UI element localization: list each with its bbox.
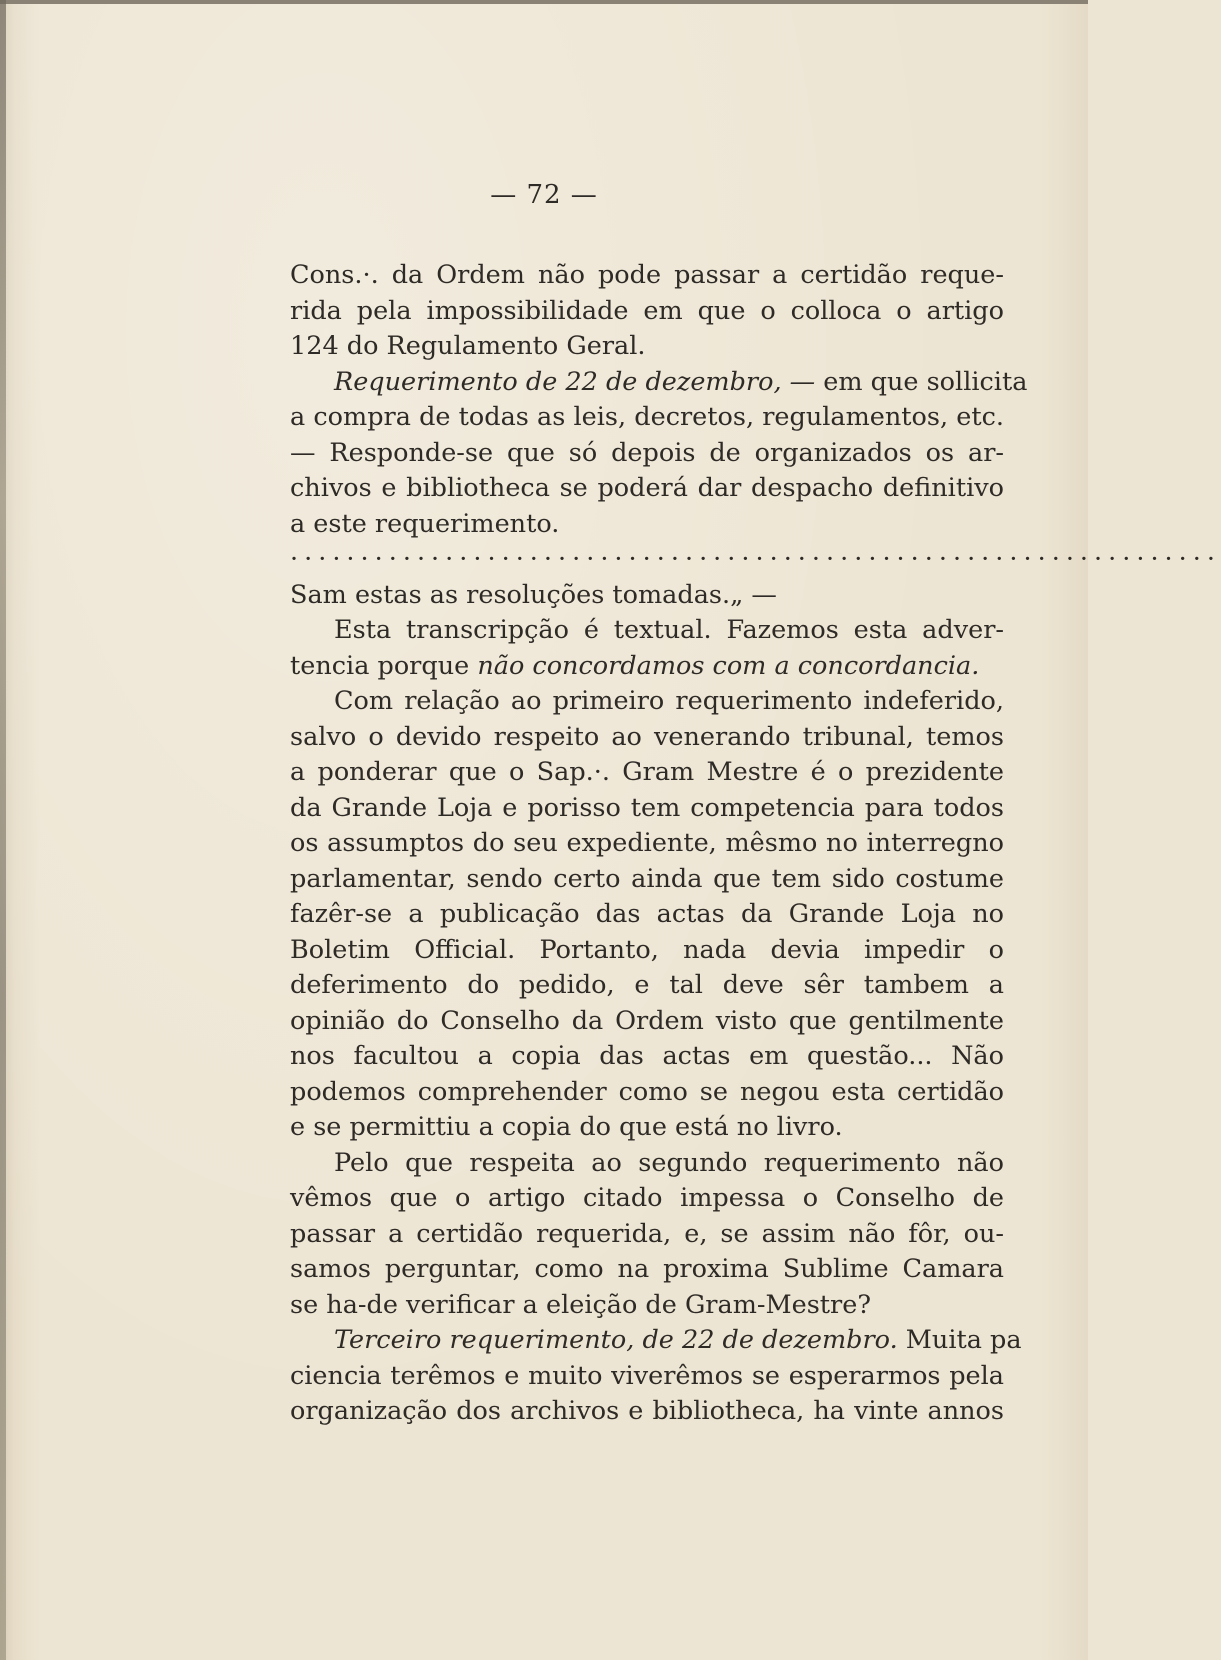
text-line: organização dos archivos e bibliotheca, ha vinte annos: [290, 1396, 1004, 1426]
text-line: a ponderar que o Sap.·. Gram Mestre é o prezidente: [290, 757, 1004, 787]
body-text: [290, 258, 1221, 1430]
text-line: a este requerimento.: [290, 508, 560, 539]
text-line: nos facultou a copia das actas em questão... Não: [290, 1041, 1004, 1071]
italic-heading: Terceiro requerimento, de 22 de dezembro.: [334, 1325, 898, 1355]
text-line: se ha-de verificar a eleição de Gram-Mestre?: [290, 1289, 871, 1320]
ellipsis-separator: ··································································: [290, 544, 1221, 574]
italic-phrase: não concordamos com a concordancia.: [477, 650, 980, 681]
text-line: — Responde-se que só depois de organizados os ar-: [290, 437, 1004, 468]
text-line: parlamentar, sendo certo ainda que tem sido costume: [290, 863, 1004, 894]
text-line: podemos comprehender como se negou esta certidão: [290, 1076, 1004, 1107]
text-line: Pelo que respeita ao segundo requerimento não: [334, 1147, 1004, 1178]
page-binding-edge: [0, 0, 6, 1660]
text-line: [290, 1323, 1022, 1359]
text-line: [290, 365, 1028, 401]
italic-heading: Requerimento de 22 de dezembro, —: [334, 366, 824, 397]
text-line: samos perguntar, como na proxima Sublime Camara: [290, 1254, 1004, 1284]
text-line: deferimento do pedido, e tal deve sêr tambem a: [290, 970, 1004, 1000]
text-line: chivos e bibliotheca se poderá dar despacho definitivo: [290, 473, 1004, 503]
text-line: 124 do Regulamento Geral.: [290, 331, 646, 361]
text-span: tencia porque: [290, 650, 478, 681]
text-line: Boletim Official. Portanto, nada devia impedir o: [290, 934, 1004, 965]
text-line: Com relação ao primeiro requerimento indeferido,: [334, 686, 1004, 716]
text-span: Muita pa: [897, 1325, 1022, 1355]
text-line: e se permittiu a copia do que está no livro.: [290, 1112, 843, 1142]
text-line: fazêr-se a publicação das actas da Grande Loja no: [290, 899, 1004, 929]
text-line: rida pela impossibilidade em que o colloca o artigo: [290, 295, 1004, 326]
text-line: opinião do Conselho da Ordem visto que gentilmente: [290, 1005, 1004, 1036]
text-line: Esta transcripção é textual. Fazemos esta adver-: [334, 615, 1004, 645]
text-line: salvo o devido respeito ao venerando tribunal, temos: [290, 721, 1004, 752]
text-line: a compra de todas as leis, decretos, regulamentos, etc.: [290, 402, 1004, 432]
text-line: ciencia terêmos e muito viverêmos se esperarmos pela: [290, 1360, 1004, 1391]
text-line: da Grande Loja e porisso tem competencia para todos: [290, 792, 1004, 823]
text-span: em que sollicita: [823, 366, 1028, 397]
page-top-edge: [0, 0, 1088, 4]
text-line: passar a certidão requerida, e, se assim não fôr, ou-: [290, 1218, 1004, 1249]
text-line: Sam estas as resoluções tomadas.„ —: [290, 579, 777, 610]
page-number: — 72 —: [490, 180, 598, 210]
text-line: os assumptos do seu expediente, mêsmo no interregno: [290, 828, 1004, 858]
text-line: [290, 649, 1004, 685]
text-line: vêmos que o artigo citado impessa o Conselho de: [290, 1183, 1004, 1213]
text-line: Cons.·. da Ordem não pode passar a certidão reque-: [290, 260, 1004, 290]
